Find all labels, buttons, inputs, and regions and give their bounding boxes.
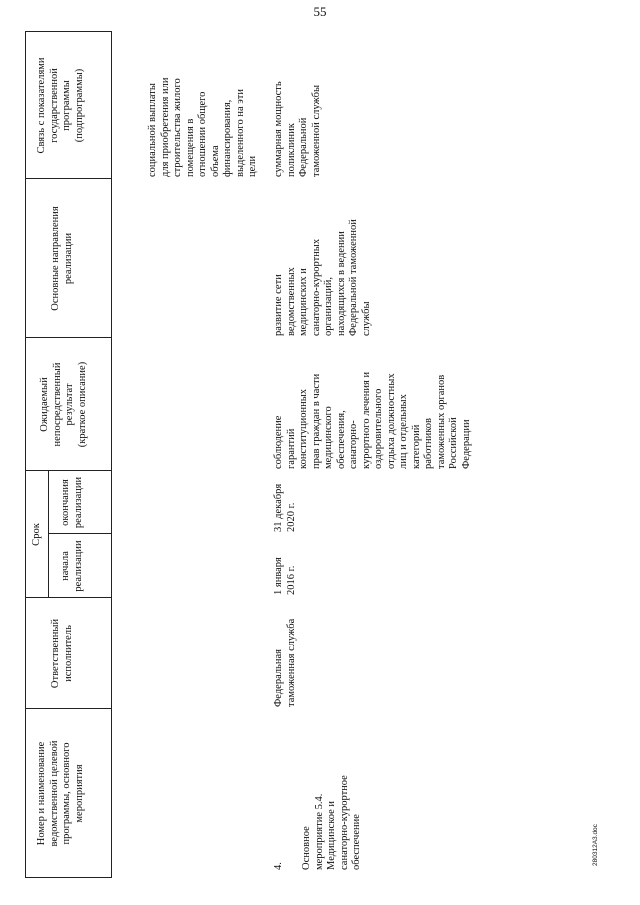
rotated-table — [25, 31, 608, 878]
header-directions: Основные направления реализации — [50, 206, 74, 311]
row-start: 1 января 2016 г. — [273, 557, 297, 595]
continuation-indicators: социальной выплаты для приобретения или строительства жилого помещения в отношении общего объема финансирования, выделенного на эти цели — [147, 77, 258, 177]
row-result: соблюдение гарантий конституционных прав граждан в части медицинского обеспечения, санаторно- курортного лечения и оздоровительного отдыха должностных лиц и отдельных категорий работников таможенных органов Российской Федерации — [273, 371, 472, 469]
header-number-name: Номер и наименование ведомственной целевой программы, основного мероприятия — [36, 740, 85, 847]
row-name: Основное мероприятие 5.4. Медицинское и санаторно-курортное обеспечение — [301, 775, 362, 870]
header-start: начала реализации — [60, 540, 84, 592]
row-executor: Федеральная таможенная служба — [273, 618, 297, 707]
row-number: 4. — [273, 862, 284, 870]
table-top-line — [25, 31, 26, 878]
header-end: окончания реализации — [60, 476, 84, 529]
row-directions: развитие сети ведомственных медицинских и санаторно-курортных организаций, находящихся в ведении Федеральной таможенной службы — [273, 219, 372, 336]
header-result: Ожидаемый непосредственный результат (краткое описание) — [39, 361, 88, 448]
header-bottom-line — [111, 31, 112, 878]
term-subheader-line — [48, 471, 49, 598]
row-end: 31 декабря 2020 г. — [273, 483, 297, 532]
footer-doc-code: 280312A3.doc — [592, 824, 599, 866]
header-indicators: Связь с показателями государственной программы (подпрограммы) — [36, 57, 85, 154]
header-term: Срок — [31, 523, 42, 546]
header-executor: Ответственный исполнитель — [50, 618, 74, 689]
row-indicators: суммарная мощность поликлиник Федеральной таможенной службы — [273, 81, 322, 177]
page-number: 55 — [313, 4, 327, 19]
